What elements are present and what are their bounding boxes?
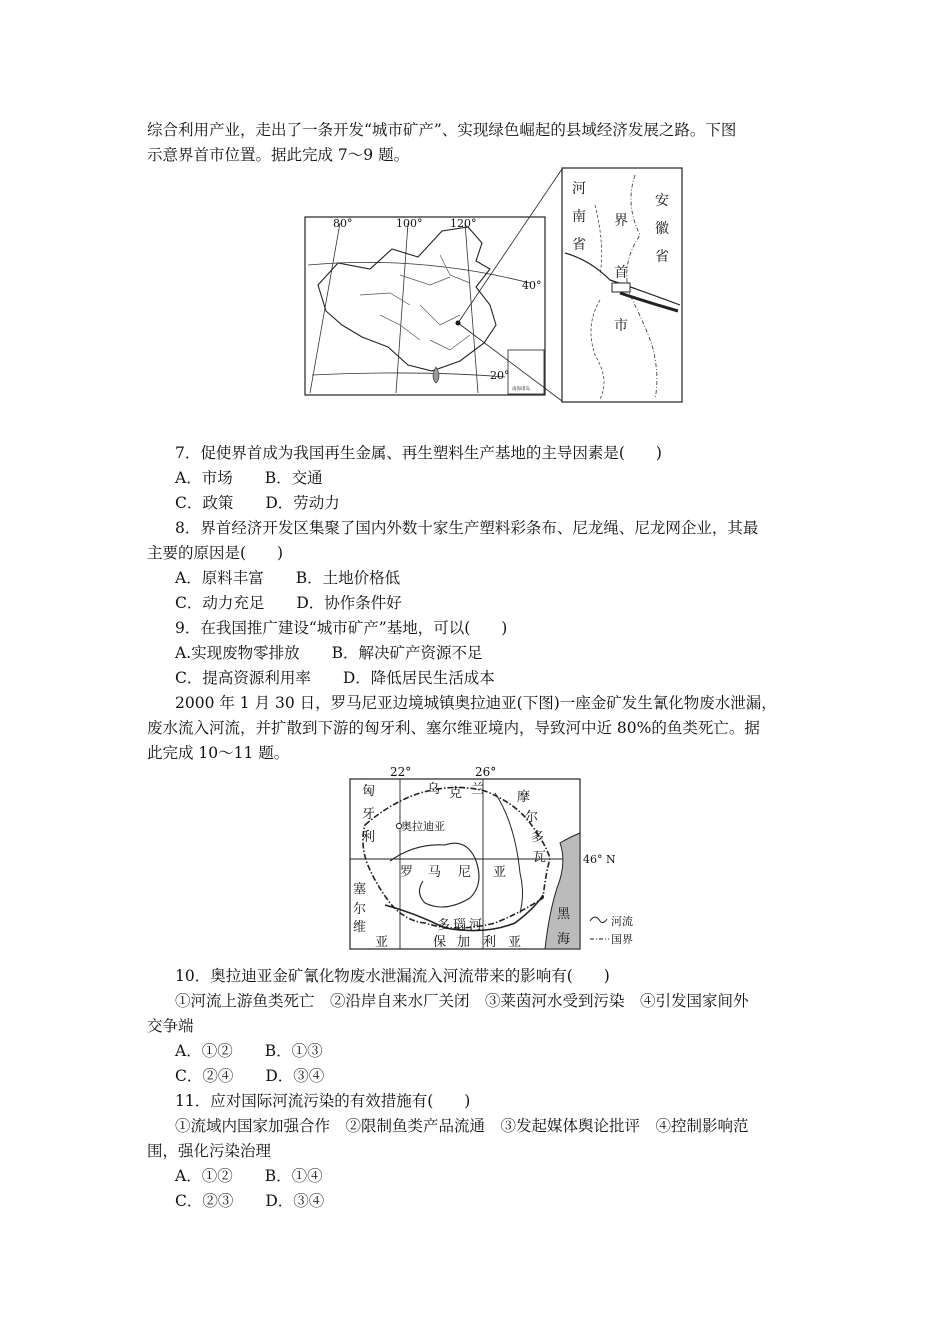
oradea-label: 奥拉迪亚 <box>401 820 445 833</box>
lon-label-26: 26° <box>475 765 497 779</box>
river-1: 多 <box>437 918 451 933</box>
q10-options-2 <box>175 1066 324 1086</box>
henan-2: 南 <box>572 209 586 225</box>
q9-opt-c: C．提高资源利用率 <box>175 669 311 687</box>
china-outline <box>318 227 496 371</box>
hungary-3: 利 <box>362 830 376 845</box>
lon-label-22: 22° <box>390 765 412 779</box>
q8-opt-d: D．协作条件好 <box>296 594 402 612</box>
q7-options-1 <box>175 468 323 488</box>
serbia-3: 维 <box>353 920 367 935</box>
bulgaria-2: 加 <box>457 935 471 950</box>
q7-opt-a: A．市场 <box>175 469 233 487</box>
legend-river-label: 河流 <box>611 915 633 928</box>
romania-map <box>345 763 645 953</box>
lon-label-100: 100° <box>396 217 423 230</box>
q11-items-1: ①流域内国家加强合作 ②限制鱼类产品流通 ③发起媒体舆论批评 ④控制影响范 <box>175 1117 749 1135</box>
romania-3: 尼 <box>458 865 472 880</box>
q9-opt-d: D．降低居民生活成本 <box>342 669 495 687</box>
serbia-2: 尔 <box>353 902 367 917</box>
q8-stem-1: 8．界首经济开发区集聚了国内外数十家生产塑料彩条布、尼龙绳、尼龙网企业，其最 <box>175 519 759 537</box>
q10-items-1: ①河流上游鱼类死亡 ②沿岸自来水厂关闭 ③莱茵河水受到污染 ④引发国家间外 <box>175 992 749 1010</box>
river-3: 河 <box>469 918 483 933</box>
moldova-3: 多 <box>531 830 545 845</box>
passage2-line-2: 废水流入河流，并扩散到下游的匈牙利、塞尔维亚境内，导致河中近 80%的鱼类死亡。据 <box>147 719 760 737</box>
anhui-3: 省 <box>655 249 669 265</box>
jieshou-1: 界 <box>614 213 628 229</box>
anhui-2: 徽 <box>655 221 669 237</box>
moldova-4: 瓦 <box>533 850 547 865</box>
eastern-river <box>495 793 523 913</box>
q9-opt-b: B．解决矿产资源不足 <box>331 644 483 662</box>
blacksea-1: 黑 <box>557 907 571 922</box>
q9-opt-a: A.实现废物零排放 <box>175 644 300 662</box>
lat-label-20: 20° <box>490 369 510 382</box>
q7-opt-d: D．劳动力 <box>265 494 340 512</box>
meridian-120 <box>465 223 478 393</box>
q8-options-2 <box>175 593 402 613</box>
q9-options-2 <box>175 668 495 688</box>
bulgaria-1: 保 <box>433 935 447 950</box>
q7-opt-b: B．交通 <box>264 469 323 487</box>
hungary-2: 牙 <box>362 807 376 822</box>
lat-label-46: 46° N <box>583 853 616 866</box>
serbia-4: 亚 <box>375 935 389 950</box>
bulgaria-4: 亚 <box>508 935 522 950</box>
q10-opt-d: D．③④ <box>265 1067 325 1085</box>
moldova-2: 尔 <box>525 810 539 825</box>
leader-line-bottom <box>458 323 562 401</box>
lat-label-40: 40° <box>522 279 542 292</box>
romania-1: 罗 <box>400 865 414 880</box>
q8-opt-a: A．原料丰富 <box>175 569 264 587</box>
romania-2: 马 <box>428 865 442 880</box>
jieshou-2: 首 <box>614 265 628 281</box>
q10-options-1 <box>175 1041 323 1061</box>
blacksea-2: 海 <box>557 932 571 947</box>
meridian-100 <box>396 223 408 393</box>
china-location-map <box>300 165 690 405</box>
q11-opt-d: D．③④ <box>265 1192 325 1210</box>
q11-options-2 <box>175 1191 324 1211</box>
q7-stem: 7．促使界首成为我国再生金属、再生塑料生产基地的主导因素是( ) <box>175 444 662 462</box>
intro-line-2: 示意界首市位置。据此完成 7～9 题。 <box>147 146 410 164</box>
legend-border-label: 国界 <box>611 933 633 946</box>
lon-label-120: 120° <box>450 217 477 230</box>
q10-opt-c: C．②④ <box>175 1067 234 1085</box>
parallel-20 <box>312 373 505 377</box>
q11-stem: 11．应对国际河流污染的有效措施有( ) <box>175 1092 471 1110</box>
q8-stem-2: 主要的原因是( ) <box>147 544 284 562</box>
q11-opt-b: B．①④ <box>264 1167 323 1185</box>
q7-options-2 <box>175 493 340 513</box>
legend-river-icon <box>590 917 607 923</box>
jieshou-city-box <box>612 283 630 292</box>
q11-options-1 <box>175 1166 323 1186</box>
anhui-1: 安 <box>655 193 669 209</box>
south-sea-inset-label: 南海诸岛 <box>512 387 530 392</box>
q8-opt-c: C．动力充足 <box>175 594 265 612</box>
intro-line-1: 综合利用产业，走出了一条开发“城市矿产”、实现绿色崛起的县域经济发展之路。下图 <box>147 121 737 139</box>
passage2-line-1: 2000 年 1 月 30 日，罗马尼亚边境城镇奥拉迪亚(下图)一座金矿发生氰化物废水泄漏， <box>175 694 777 712</box>
ukraine-3: 兰 <box>471 782 485 797</box>
q10-opt-a: A．①② <box>175 1042 233 1060</box>
q11-opt-a: A．①② <box>175 1167 233 1185</box>
river-2: 瑙 <box>453 918 467 933</box>
q9-stem: 9．在我国推广建设“城市矿产”基地，可以( ) <box>175 619 508 637</box>
passage2-line-3: 此完成 10～11 题。 <box>147 744 290 762</box>
hungary-1: 匈 <box>362 784 376 799</box>
q9-options-1 <box>175 643 483 663</box>
province-borders <box>360 255 470 350</box>
q11-items-2: 围，强化污染治理 <box>147 1142 272 1160</box>
q7-opt-c: C．政策 <box>175 494 234 512</box>
q10-items-2: 交争端 <box>147 1017 194 1035</box>
serbia-1: 塞 <box>353 882 367 897</box>
q10-opt-b: B．①③ <box>264 1042 323 1060</box>
henan-1: 河 <box>572 181 586 197</box>
henan-3: 省 <box>572 237 586 253</box>
q10-stem: 10．奥拉迪亚金矿氰化物废水泄漏流入河流带来的影响有( ) <box>175 967 610 985</box>
lon-label-80: 80° <box>333 217 353 230</box>
jieshou-3: 市 <box>614 318 628 334</box>
q8-opt-b: B．土地价格低 <box>295 569 401 587</box>
ukraine-1: 乌 <box>427 782 441 797</box>
romania-4: 亚 <box>493 865 507 880</box>
q11-opt-c: C．②③ <box>175 1192 234 1210</box>
bulgaria-3: 利 <box>483 935 497 950</box>
moldova-1: 摩 <box>517 790 531 805</box>
ukraine-2: 克 <box>449 786 463 801</box>
leader-line-top <box>458 169 562 323</box>
q8-options-1 <box>175 568 400 588</box>
